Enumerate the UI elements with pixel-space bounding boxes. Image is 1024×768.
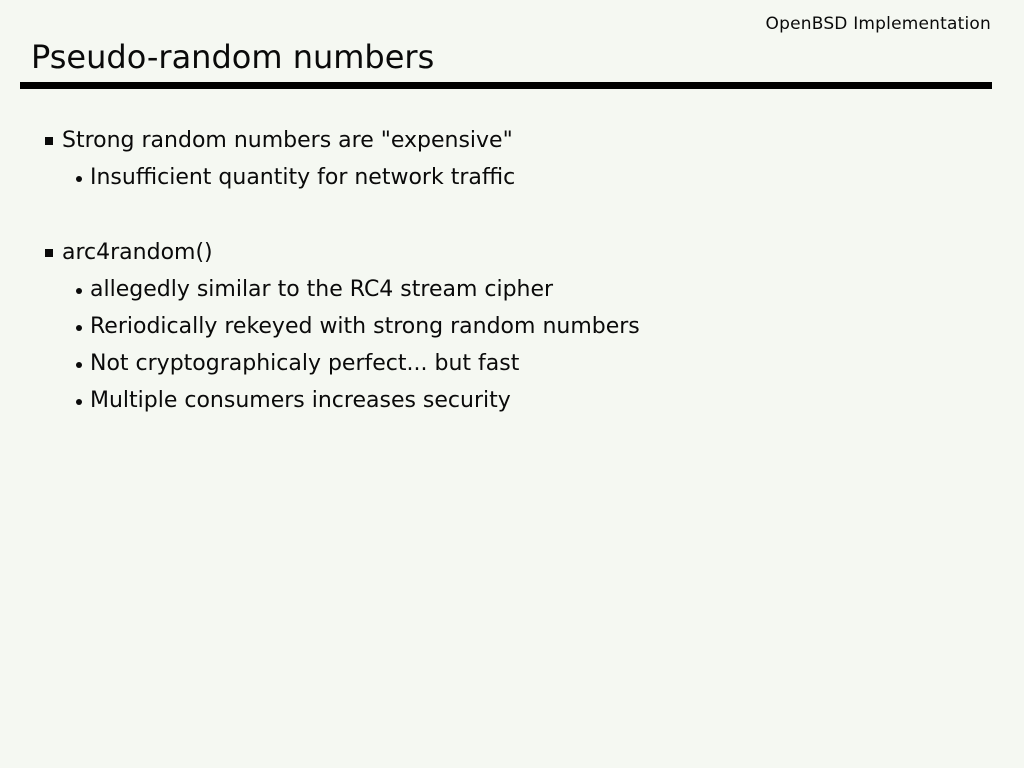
- square-bullet-icon: [45, 137, 53, 145]
- bullet-item: [0, 234, 1024, 271]
- sub-bullet-item: [0, 271, 1024, 308]
- sub-bullet-text: Insufficient quantity for network traffic: [90, 165, 516, 190]
- dot-bullet-icon: [76, 399, 82, 405]
- sub-bullet-text: Not cryptographicaly perfect... but fast: [90, 351, 520, 376]
- bullet-text: Strong random numbers are "expensive": [62, 128, 513, 153]
- dot-bullet-icon: [76, 325, 82, 331]
- dot-bullet-icon: [76, 288, 82, 294]
- group-spacer: [0, 196, 1024, 234]
- sub-bullet-item: [0, 159, 1024, 196]
- dot-bullet-icon: [76, 176, 82, 182]
- sub-bullet-text: allegedly similar to the RC4 stream cipher: [90, 277, 554, 302]
- slide-title: Pseudo-random numbers: [31, 38, 435, 76]
- sub-bullet-item: [0, 345, 1024, 382]
- sub-bullet-text: Multiple consumers increases security: [90, 388, 511, 413]
- title-divider: [20, 82, 992, 89]
- slide-body: [0, 122, 1024, 419]
- sub-bullet-item: [0, 308, 1024, 345]
- slide-header-label: OpenBSD Implementation: [765, 14, 991, 34]
- bullet-text: arc4random(): [62, 240, 213, 265]
- bullet-item: [0, 122, 1024, 159]
- sub-bullet-text: Reriodically rekeyed with strong random numbers: [90, 314, 640, 339]
- square-bullet-icon: [45, 249, 53, 257]
- sub-bullet-item: [0, 382, 1024, 419]
- dot-bullet-icon: [76, 362, 82, 368]
